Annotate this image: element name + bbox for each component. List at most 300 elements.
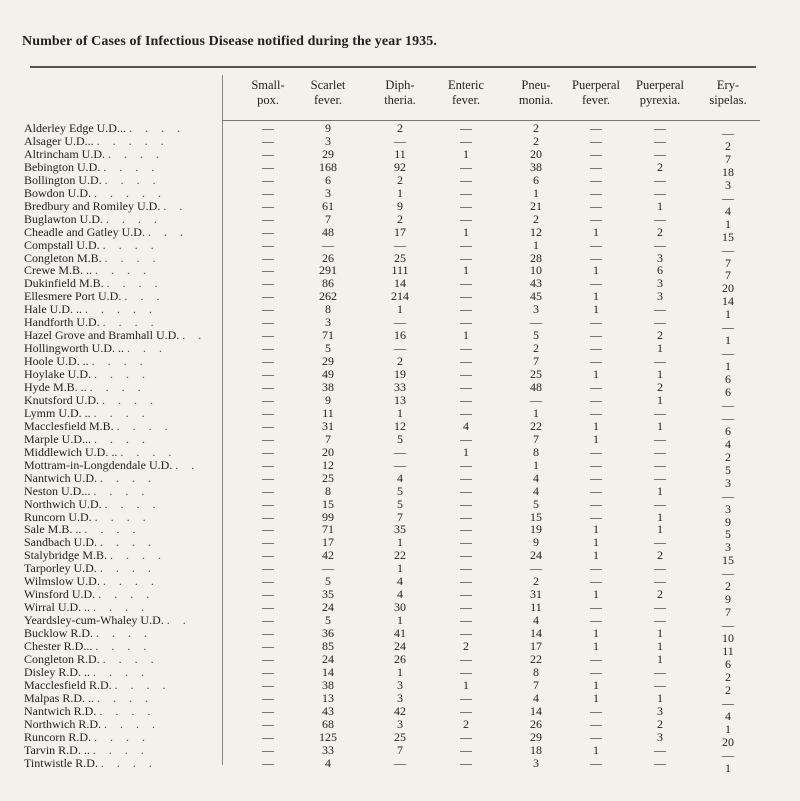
table-row — [0, 405, 800, 425]
table-cell: 1 — [593, 418, 599, 433]
leader-dots: . . . . — [106, 212, 162, 226]
table-cell: 2 — [725, 579, 731, 594]
table-cell: 3 — [325, 133, 331, 148]
table-cell: 35 — [322, 587, 334, 602]
table-cell: — — [722, 747, 734, 762]
table-cell: — — [262, 405, 274, 420]
table-cell: 5 — [725, 462, 731, 477]
table-cell: 19 — [530, 522, 542, 537]
table-cell: — — [322, 561, 334, 576]
table-cell: — — [262, 121, 274, 135]
district-label: Chester R.D... — [24, 640, 96, 653]
leader-dots: . . . . — [103, 160, 160, 174]
table-cell: — — [262, 457, 274, 472]
district-label: Crewe M.B. .. — [24, 264, 95, 278]
leader-dots: . . . . — [104, 173, 161, 187]
table-cell: — — [262, 587, 274, 602]
table-row — [0, 392, 800, 412]
table-row — [0, 755, 800, 775]
district-label: Congleton M.B. — [24, 251, 105, 265]
table-cell: 7 — [533, 431, 539, 446]
table-cell: 22 — [394, 548, 406, 563]
table-cell: — — [460, 729, 472, 744]
table-cell: 2 — [533, 121, 539, 135]
table-cell: — — [654, 405, 666, 420]
table-cell: 26 — [530, 716, 542, 731]
table-cell: — — [590, 470, 602, 485]
table-cell: 8 — [533, 664, 539, 679]
district-label: Hazel Grove and Bramhall U.D. — [24, 329, 183, 343]
district-name — [24, 692, 262, 705]
table-cell: — — [722, 346, 734, 361]
table-cell: — — [530, 392, 542, 407]
table-cell: 1 — [397, 405, 403, 420]
district-label: Altrincham U.D. — [24, 147, 108, 161]
table-cell: 1 — [533, 185, 539, 200]
table-row — [0, 418, 800, 438]
district-name — [24, 239, 262, 252]
table-cell: 13 — [322, 690, 334, 705]
leader-dots: . . . . — [93, 432, 150, 446]
table-cell: — — [590, 328, 602, 343]
district-label: Handforth U.D. — [24, 316, 103, 330]
table-row — [0, 729, 800, 749]
leader-dots: . . . . . — [96, 134, 169, 148]
table-cell: 1 — [657, 392, 663, 407]
table-cell: 2 — [725, 682, 731, 697]
table-cell: — — [460, 457, 472, 472]
table-cell: — — [460, 367, 472, 382]
table-cell: — — [654, 613, 666, 628]
table-row — [0, 431, 800, 451]
table-cell: — — [460, 574, 472, 589]
table-cell: 45 — [530, 289, 542, 304]
table-cell: — — [590, 211, 602, 226]
table-cell: 2 — [657, 716, 663, 731]
table-cell: 2 — [725, 669, 731, 684]
district-name — [24, 718, 262, 731]
district-label: Hoylake U.D. — [24, 368, 94, 382]
district-name — [24, 122, 262, 135]
table-cell: 3 — [725, 177, 731, 192]
table-cell: — — [262, 690, 274, 705]
table-cell: — — [460, 535, 472, 550]
leader-dots: . . — [182, 329, 207, 343]
leader-dots: . . . . — [102, 575, 159, 589]
table-cell: — — [262, 289, 274, 304]
district-name — [24, 498, 262, 511]
leader-dots: . . . . — [93, 368, 150, 382]
district-label: Bebington U.D. — [24, 160, 104, 174]
district-label: Sandbach U.D. — [24, 536, 100, 550]
table-row — [0, 172, 800, 192]
table-cell: 1 — [397, 664, 403, 679]
table-cell: 2 — [533, 211, 539, 226]
table-cell: — — [262, 380, 274, 394]
column-header-line2: pyrexia. — [639, 93, 681, 107]
table-cell: 2 — [657, 380, 663, 394]
leader-dots: . . . . . — [84, 303, 157, 317]
district-name — [24, 588, 262, 601]
district-name — [24, 148, 262, 161]
table-cell: 6 — [725, 385, 731, 399]
table-cell: — — [394, 237, 406, 252]
district-name — [24, 627, 262, 640]
table-cell: 3 — [533, 755, 539, 770]
table-cell: 1 — [657, 509, 663, 524]
table-cell: — — [590, 664, 602, 679]
table-cell: 12 — [530, 224, 542, 239]
leader-dots: . . . . — [96, 627, 152, 641]
table-cell: 99 — [322, 509, 334, 524]
table-cell: — — [460, 302, 472, 317]
table-cell: 2 — [463, 716, 469, 731]
table-cell: 1 — [397, 302, 403, 317]
table-cell: 11 — [322, 405, 334, 420]
column-header-line2: fever. — [581, 93, 611, 107]
table-cell: 1 — [593, 548, 599, 563]
leader-dots: . . — [166, 614, 191, 628]
table-cell: 4 — [397, 574, 403, 589]
leader-dots: . . . . — [92, 743, 149, 757]
column-header-line2: monia. — [518, 93, 554, 107]
table-cell: 7 — [397, 742, 403, 757]
table-cell: 9 — [533, 535, 539, 550]
column-header-line2: fever. — [451, 93, 481, 107]
table-cell: — — [590, 198, 602, 213]
table-cell: — — [590, 600, 602, 615]
table-cell: 1 — [593, 742, 599, 757]
table-cell: — — [654, 600, 666, 615]
table-cell: — — [530, 561, 542, 576]
table-cell: 3 — [725, 501, 731, 516]
table-cell: 9 — [325, 121, 331, 135]
table-cell: 7 — [725, 255, 731, 270]
table-cell: 14 — [530, 703, 542, 718]
table-cell: 24 — [530, 548, 542, 563]
table-cell: 21 — [530, 198, 542, 213]
table-cell: — — [262, 574, 274, 589]
district-name — [24, 679, 262, 692]
district-name — [24, 705, 262, 718]
column-header-line2: pox. — [257, 93, 279, 107]
district-label: Runcorn U.D. — [24, 510, 95, 524]
table-cell: — — [654, 444, 666, 459]
column-header-line1: Small- — [251, 78, 285, 92]
table-cell: — — [460, 470, 472, 485]
district-label: Bucklow R.D. — [24, 627, 96, 641]
district-label: Tarporley U.D. — [24, 562, 100, 576]
table-cell: 3 — [397, 690, 403, 705]
table-cell: 6 — [725, 372, 731, 387]
table-cell: 1 — [725, 359, 731, 374]
table-cell: 5 — [397, 483, 403, 498]
district-label: Tarvin R.D. .. — [24, 743, 93, 757]
table-cell: 10 — [530, 263, 542, 278]
district-label: Mottram-in-Longdendale U.D. — [24, 458, 176, 472]
district-label: Runcorn R.D. — [24, 730, 94, 744]
table-cell: 20 — [722, 281, 734, 296]
table-cell: — — [590, 729, 602, 744]
leader-dots: . . . . — [102, 316, 159, 330]
table-cell: 1 — [463, 146, 469, 161]
leader-dots: . . . . — [102, 238, 159, 252]
table-cell: 11 — [530, 600, 542, 615]
table-cell: 7 — [725, 268, 731, 283]
table-cell: 1 — [593, 677, 599, 692]
column-header-line2: fever. — [313, 93, 343, 107]
table-cell: 17 — [394, 224, 406, 239]
column-header-line2: theria. — [384, 93, 416, 107]
table-cell: — — [460, 289, 472, 304]
leader-dots: . . . . — [104, 717, 160, 731]
table-cell: 5 — [325, 341, 331, 356]
table-cell: 1 — [657, 690, 663, 705]
table-cell: — — [590, 172, 602, 187]
table-cell: — — [590, 509, 602, 524]
table-cell: — — [590, 380, 602, 394]
table-cell: 33 — [394, 380, 406, 394]
table-cell: — — [460, 431, 472, 446]
table-cell: 4 — [463, 418, 469, 433]
table-cell: — — [460, 690, 472, 705]
table-cell: 1 — [593, 289, 599, 304]
leader-dots: . . . . — [110, 549, 166, 563]
district-label: Buglawton U.D. — [24, 212, 106, 226]
table-cell: 3 — [533, 302, 539, 317]
column-header — [365, 78, 435, 108]
table-row — [0, 703, 800, 723]
table-cell: — — [654, 133, 666, 148]
table-cell: 15 — [530, 509, 542, 524]
leader-dots: . . . . — [99, 562, 156, 576]
table-cell: — — [590, 159, 602, 174]
table-cell: 1 — [593, 431, 599, 446]
district-name — [24, 135, 262, 148]
column-header-line1: Puerperal — [572, 78, 620, 92]
table-cell: — — [654, 535, 666, 550]
district-name — [24, 407, 262, 420]
table-cell: 2 — [725, 449, 731, 464]
table-cell: — — [322, 237, 334, 252]
table-cell: 29 — [322, 354, 334, 369]
district-label: Macclesfield M.B. — [24, 419, 117, 433]
table-cell: — — [262, 146, 274, 161]
table-cell: 3 — [657, 289, 663, 304]
table-cell: 1 — [463, 328, 469, 343]
table-cell: — — [460, 159, 472, 174]
table-cell: — — [460, 198, 472, 213]
table-cell: 1 — [533, 405, 539, 420]
table-cell: 18 — [722, 164, 734, 179]
table-cell: 22 — [530, 651, 542, 666]
table-cell: 1 — [657, 522, 663, 537]
table-cell: — — [654, 496, 666, 511]
table-cell: 2 — [657, 587, 663, 602]
table-cell: 4 — [397, 470, 403, 485]
leader-dots: . . — [175, 458, 200, 472]
leader-dots: . . . — [147, 225, 188, 239]
table-cell: — — [460, 392, 472, 407]
table-cell: — — [654, 211, 666, 226]
table-cell: 92 — [394, 159, 406, 174]
table-cell: — — [590, 185, 602, 200]
table-cell: — — [460, 380, 472, 394]
table-cell: — — [262, 716, 274, 731]
table-cell: — — [590, 315, 602, 330]
table-cell: 61 — [322, 198, 334, 213]
table-cell: — — [722, 566, 734, 581]
table-cell: 2 — [397, 121, 403, 135]
table-row — [0, 457, 800, 477]
leader-dots: . . . . — [106, 277, 163, 291]
column-header-line1: Diph- — [385, 78, 415, 92]
table-cell: 24 — [322, 600, 334, 615]
table-cell: — — [262, 651, 274, 666]
table-cell: 17 — [322, 535, 334, 550]
table-cell: 68 — [322, 716, 334, 731]
table-cell: 38 — [322, 380, 334, 394]
table-cell: — — [262, 276, 274, 291]
district-name — [24, 433, 262, 446]
table-cell: — — [460, 509, 472, 524]
table-cell: 111 — [391, 263, 409, 278]
table-cell: 214 — [391, 289, 409, 304]
table-cell: — — [654, 755, 666, 770]
table-cell: 17 — [530, 639, 542, 653]
table-cell: 43 — [322, 703, 334, 718]
table-cell: 1 — [593, 302, 599, 317]
table-cell: 2 — [657, 159, 663, 174]
table-cell: 71 — [322, 522, 334, 537]
leader-dots: . . . . — [89, 381, 146, 394]
table-cell: 1 — [463, 263, 469, 278]
leader-dots: . . . . — [93, 665, 149, 679]
district-name — [24, 316, 262, 329]
table-cell: 24 — [394, 639, 406, 653]
table-cell: 6 — [533, 172, 539, 187]
leader-dots: . . . — [124, 290, 165, 304]
table-cell: — — [262, 431, 274, 446]
table-cell: — — [654, 561, 666, 576]
leader-dots: . . . . — [93, 484, 150, 498]
table-cell: 25 — [394, 250, 406, 265]
district-label: Bredbury and Romiley U.D. — [24, 199, 164, 213]
table-cell: 4 — [533, 470, 539, 485]
table-cell: 3 — [725, 540, 731, 555]
table-cell: 5 — [325, 613, 331, 628]
table-cell: 1 — [593, 626, 599, 641]
district-label: Sale M.B. .. — [24, 523, 85, 537]
table-cell: 5 — [397, 431, 403, 446]
table-cell: 29 — [322, 146, 334, 161]
table-cell: 2 — [397, 172, 403, 187]
table-cell: 1 — [657, 418, 663, 433]
leader-dots: . . . . — [84, 523, 141, 537]
table-cell: — — [394, 341, 406, 356]
table-cell: — — [590, 613, 602, 628]
table-cell: — — [654, 146, 666, 161]
table-cell: — — [262, 341, 274, 356]
table-cell: — — [394, 133, 406, 148]
table-cell: 6 — [725, 656, 731, 671]
table-cell: — — [460, 315, 472, 330]
district-name — [24, 523, 262, 536]
table-cell: — — [460, 172, 472, 187]
table-cell: 1 — [593, 224, 599, 239]
table-cell: 20 — [530, 146, 542, 161]
table-cell: 16 — [394, 328, 406, 343]
table-cell: — — [460, 522, 472, 537]
district-label: Alderley Edge U.D... — [24, 122, 129, 135]
table-cell: 25 — [322, 470, 334, 485]
district-name — [24, 226, 262, 239]
district-label: Middlewich U.D. .. — [24, 445, 121, 459]
table-cell: — — [654, 664, 666, 679]
table-cell: — — [654, 302, 666, 317]
table-cell: — — [460, 587, 472, 602]
district-label: Ellesmere Port U.D. — [24, 290, 125, 304]
district-label: Wilmslow U.D. — [24, 575, 103, 589]
table-cell: — — [590, 341, 602, 356]
table-cell: 14 — [322, 664, 334, 679]
table-cell: — — [394, 444, 406, 459]
table-cell: — — [262, 159, 274, 174]
table-cell: 26 — [394, 651, 406, 666]
table-cell: 11 — [722, 644, 734, 658]
table-cell: 35 — [394, 522, 406, 537]
table-cell: 1 — [593, 522, 599, 537]
table-cell: — — [262, 185, 274, 200]
table-cell: — — [590, 716, 602, 731]
table-row — [0, 716, 800, 736]
table-cell: — — [654, 742, 666, 757]
table-cell: 85 — [322, 639, 334, 653]
table-cell: — — [460, 613, 472, 628]
table-cell: 8 — [533, 444, 539, 459]
table-cell: 1 — [397, 185, 403, 200]
table-cell: — — [262, 677, 274, 692]
table-cell: 42 — [394, 703, 406, 718]
table-cell: 7 — [533, 354, 539, 369]
top-rule — [30, 66, 756, 68]
column-header-line1: Ery- — [716, 78, 740, 92]
table-cell: — — [262, 392, 274, 407]
district-name — [24, 562, 262, 575]
table-cell: 2 — [533, 574, 539, 589]
leader-dots: . . . — [127, 342, 167, 356]
leader-dots: . . . . — [102, 393, 158, 407]
table-cell: 2 — [725, 138, 731, 153]
table-cell: 25 — [394, 729, 406, 744]
table-cell: — — [262, 664, 274, 679]
district-label: Tintwistle R.D. — [24, 756, 101, 770]
table-cell: — — [722, 410, 734, 425]
district-label: Macclesfield R.D. — [24, 678, 115, 692]
district-name — [24, 614, 262, 627]
table-cell: 4 — [725, 436, 731, 451]
table-cell: — — [262, 418, 274, 433]
table-cell: — — [530, 315, 542, 330]
table-cell: — — [654, 457, 666, 472]
district-name — [24, 731, 262, 744]
table-cell: — — [262, 211, 274, 226]
table-cell: — — [590, 574, 602, 589]
table-row — [0, 159, 800, 179]
district-label: Congleton R.D. — [24, 652, 103, 666]
district-name — [24, 264, 262, 277]
table-cell: — — [394, 457, 406, 472]
